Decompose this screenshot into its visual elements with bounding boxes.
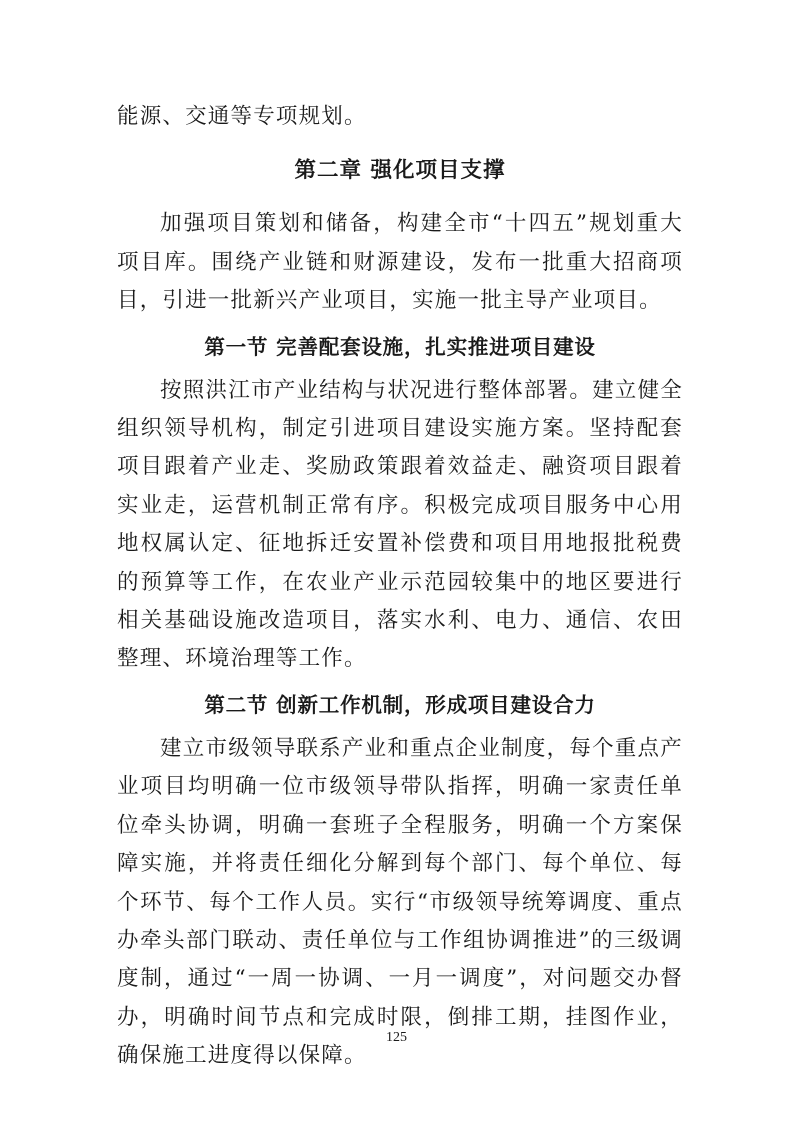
document-body bbox=[117, 98, 683, 1076]
chapter-paragraph: 加强项目策划和储备，构建全市“十四五”规划重大项目库。围绕产业链和财源建设，发布一批重大招商项目，引进一批新兴产业项目，实施一批主导产业项目。 bbox=[117, 211, 683, 314]
intro-fragment: 能源、交通等专项规划。 bbox=[117, 104, 367, 129]
page-number: 125 bbox=[386, 1030, 407, 1045]
chapter-title: 第二章 强化项目支撑 bbox=[294, 158, 506, 184]
section-title-2: 第二节 创新工作机制，形成项目建设合力 bbox=[204, 692, 596, 717]
section-title-1: 第一节 完善配套设施，扎实推进项目建设 bbox=[204, 334, 596, 359]
section-paragraph-1: 按照洪江市产业结构与状况进行整体部署。建立健全组织领导机构，制定引进项目建设实施方案。坚持配套项目跟着产业走、奖励政策跟着效益走、融资项目跟着实业走，运营机制正常有序。积极完成项目服务中心用地权属认定、征地拆迁安置补偿费和项目用地报批税费的预算等工作，在农业产业示范园较集中的地区要进行相关基础设施改造项目，落实水利、电力、通信、农田整理、环境治理等工作。 bbox=[117, 377, 683, 672]
section-paragraph-2: 建立市级领导联系产业和重点企业制度，每个重点产业项目均明确一位市级领导带队指挥，明确一家责任单位牵头协调，明确一套班子全程服务，明确一个方案保障实施，并将责任细化分解到每个部门、每个单位、每个环节、每个工作人员。实行“市级领导统筹调度、重点办牵头部门联动、责任单位与工作组协调推进”的三级调度制，通过“一周一协调、一月一调度”，对问题交办督办，明确时间节点和完成时限，倒排工期，挂图作业，确保施工进度得以保障。 bbox=[117, 735, 683, 1069]
